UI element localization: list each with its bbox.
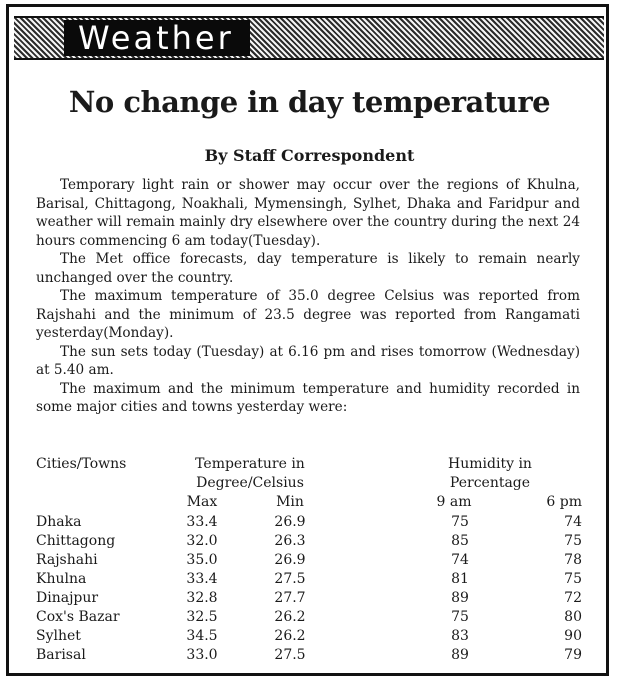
- humidity-9am: 74: [451, 552, 469, 568]
- humidity-9am: 75: [451, 609, 469, 625]
- paragraph: The maximum and the minimum temperature and humidity recorded in some major cities and towns yesterday were:: [36, 380, 580, 415]
- subheader-min: Min: [276, 494, 304, 510]
- max-temp: 33.4: [186, 571, 218, 587]
- humidity-9am: 83: [451, 628, 469, 644]
- humidity-6pm: 78: [564, 552, 582, 568]
- humidity-6pm: 74: [564, 514, 582, 530]
- city-name: Rajshahi: [36, 552, 98, 568]
- humidity-9am: 89: [451, 647, 469, 663]
- max-temp: 34.5: [186, 628, 218, 644]
- paragraph: Temporary light rain or shower may occur over the regions of Khulna, Barisal, Chittagong, Noakhali, Mymensingh, Sylhet, Dhaka and Faridpur and weather will remain mainly dry elsewhere over the country during the next 24 hours commencing 6 am today(Tuesday).: [36, 177, 580, 249]
- headline: No change in day temperature: [68, 85, 551, 119]
- paragraph: The maximum temperature of 35.0 degree Celsius was reported from Rajshahi and the minimum of 23.5 degree was reported from Rangamati yesterday(Monday).: [36, 288, 580, 341]
- min-temp: 27.7: [274, 590, 306, 606]
- max-temp: 35.0: [186, 552, 218, 568]
- section-title: Weather: [64, 20, 250, 56]
- humidity-6pm: 75: [564, 571, 582, 587]
- humidity-9am: 85: [451, 533, 469, 549]
- city-name: Cox's Bazar: [36, 609, 120, 625]
- paragraph: The Met office forecasts, day temperature is likely to remain nearly unchanged over the country.: [36, 251, 580, 286]
- subheader-max: Max: [186, 494, 218, 510]
- subheader-6pm: 6 pm: [546, 494, 582, 510]
- humidity-9am: 89: [451, 590, 469, 606]
- col-header-temp-line1: Temperature in: [195, 456, 305, 472]
- section-banner: [14, 16, 604, 60]
- humidity-6pm: 72: [564, 590, 582, 606]
- city-name: Khulna: [36, 571, 87, 587]
- humidity-6pm: 80: [564, 609, 582, 625]
- humidity-9am: 81: [451, 571, 469, 587]
- article-body: [36, 176, 580, 417]
- max-temp: 33.4: [186, 514, 218, 530]
- min-temp: 26.9: [274, 514, 306, 530]
- humidity-6pm: 79: [564, 647, 582, 663]
- max-temp: 32.5: [186, 609, 218, 625]
- max-temp: 32.8: [186, 590, 218, 606]
- city-name: Barisal: [36, 647, 86, 663]
- min-temp: 26.3: [274, 533, 306, 549]
- subheader-9am: 9 am: [436, 494, 472, 510]
- col-header-humidity-line1: Humidity in: [448, 456, 532, 472]
- city-name: Dhaka: [36, 514, 82, 530]
- max-temp: 32.0: [186, 533, 218, 549]
- max-temp: 33.0: [186, 647, 218, 663]
- byline: By Staff Correspondent: [204, 146, 415, 165]
- bottom-rule: [6, 673, 609, 676]
- paragraph: The sun sets today (Tuesday) at 6.16 pm and rises tomorrow (Wednesday) at 5.40 am.: [36, 343, 580, 378]
- city-name: Chittagong: [36, 533, 116, 549]
- min-temp: 26.2: [274, 628, 306, 644]
- humidity-6pm: 90: [564, 628, 582, 644]
- humidity-9am: 75: [451, 514, 469, 530]
- min-temp: 26.9: [274, 552, 306, 568]
- col-header-city: Cities/Towns: [36, 456, 127, 472]
- city-name: Sylhet: [36, 628, 81, 644]
- min-temp: 27.5: [274, 571, 306, 587]
- min-temp: 27.5: [274, 647, 306, 663]
- humidity-6pm: 75: [564, 533, 582, 549]
- min-temp: 26.2: [274, 609, 306, 625]
- city-name: Dinajpur: [36, 590, 99, 606]
- col-header-temp-line2: Degree/Celsius: [196, 475, 304, 491]
- col-header-humidity-line2: Percentage: [449, 475, 531, 491]
